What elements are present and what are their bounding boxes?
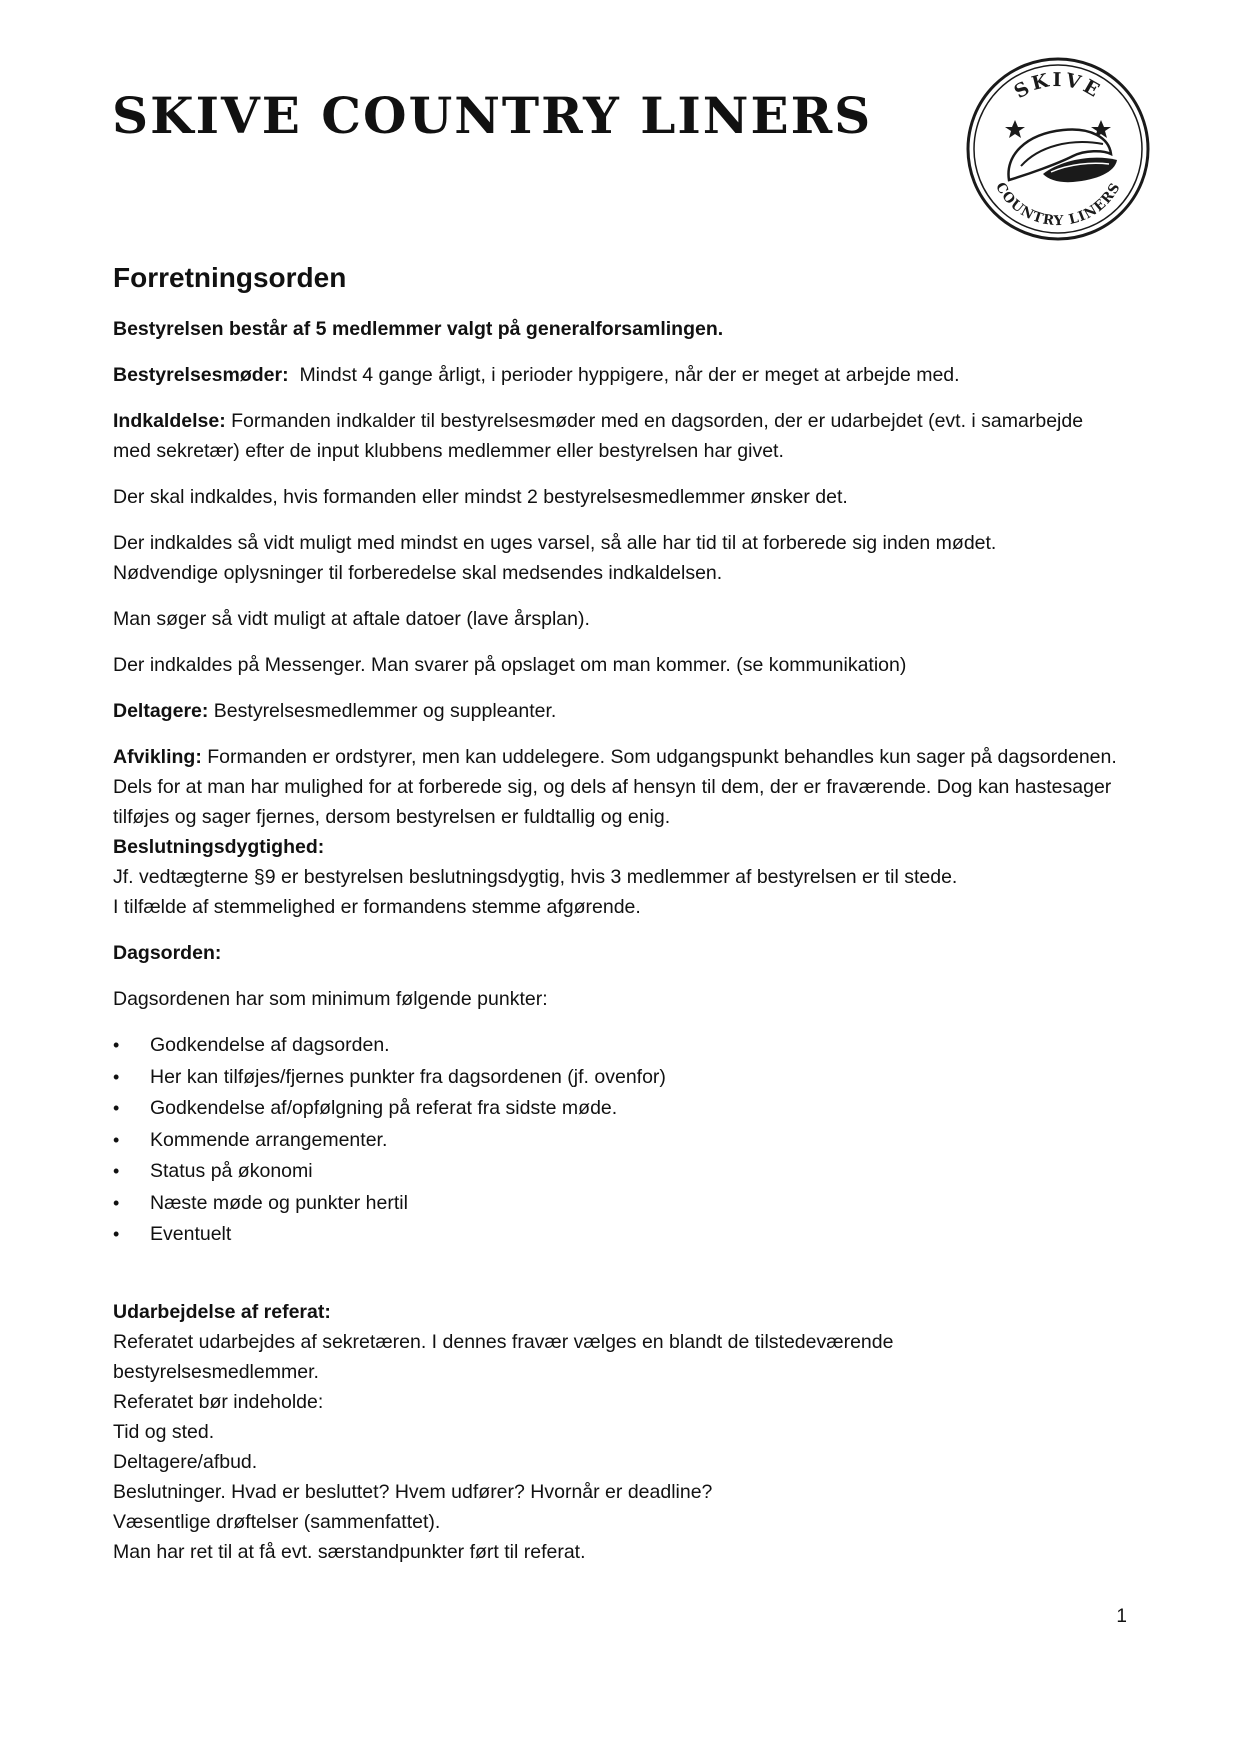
minutes-line: Beslutninger. Hvad er besluttet? Hvem udfører? Hvornår er deadline? <box>113 1480 713 1503</box>
bullet-icon: • <box>113 1098 120 1118</box>
logo-bottom-text: COUNTRY LINERS <box>991 179 1124 230</box>
agenda-label: Dagsorden: <box>113 942 222 964</box>
bullet-icon: • <box>113 1224 120 1244</box>
participants-label: Deltagere: <box>113 700 209 722</box>
notice-line: Der indkaldes så vidt muligt med mindst en uges varsel, så alle har tid til at forberede sig inden mødet. <box>113 532 997 554</box>
conduct-paragraph <box>113 742 1123 832</box>
quorum-line: I tilfælde af stemmelighed er formandens stemme afgørende. <box>113 896 641 918</box>
list-item <box>113 1062 1123 1094</box>
quorum-paragraph <box>113 832 1123 922</box>
agenda-list <box>113 1030 1123 1251</box>
notice-paragraph <box>113 528 1123 588</box>
agenda-item-text: Godkendelse af dagsorden. <box>150 1034 390 1056</box>
intro-paragraph: Bestyrelsen består af 5 medlemmer valgt på generalforsamlingen. <box>113 318 724 340</box>
bullet-icon: • <box>113 1035 120 1055</box>
notice-line: Nødvendige oplysninger til forberedelse skal medsendes indkaldelsen. <box>113 562 723 584</box>
bullet-icon: • <box>113 1161 120 1181</box>
conduct-text: Formanden er ordstyrer, men kan uddelegere. Som udgangspunkt behandles kun sager på dagsordenen. Dels for at man har mulighed for at forberede sig, og dels af hensyn til dem, der er fraværende. Dog kan hastesager tilføjes og sager fjernes, dersom bestyrelsen er fuldtallig og enig. <box>113 746 1117 828</box>
club-name-heading: SKIVE COUNTRY LINERS <box>112 86 873 145</box>
conduct-label: Afvikling: <box>113 746 202 768</box>
bullet-icon: • <box>113 1066 120 1087</box>
agenda-item-text: Eventuelt <box>150 1223 232 1245</box>
quorum-line: Jf. vedtægterne §9 er bestyrelsen beslutningsdygtig, hvis 3 medlemmer af bestyrelsen er til stede. <box>113 866 958 888</box>
list-item <box>113 1030 1123 1062</box>
minutes-line: Referatet bør indeholde: <box>113 1390 324 1413</box>
agenda-item-text: Her kan tilføjes/fjernes punkter fra dagsordenen (jf. ovenfor) <box>150 1065 666 1088</box>
document-title: Forretningsorden <box>113 262 347 293</box>
club-logo <box>965 56 1151 242</box>
minutes-line: bestyrelsesmedlemmer. <box>113 1360 319 1383</box>
list-item <box>113 1219 1123 1251</box>
agenda-item-text: Kommende arrangementer. <box>150 1128 388 1151</box>
summons-label: Indkaldelse: <box>113 410 226 432</box>
bullet-icon: • <box>113 1129 120 1150</box>
minutes-line: Tid og sted. <box>113 1420 215 1443</box>
list-item <box>113 1093 1123 1125</box>
list-item <box>113 1125 1123 1157</box>
participants-text: Bestyrelsesmedlemmer og suppleanter. <box>213 700 557 722</box>
summons-when-paragraph: Der skal indkaldes, hvis formanden eller mindst 2 bestyrelsesmedlemmer ønsker det. <box>113 486 848 508</box>
dates-paragraph: Man søger så vidt muligt at aftale datoer (lave årsplan). <box>113 608 590 630</box>
list-item <box>113 1188 1123 1220</box>
bullet-icon: • <box>113 1192 120 1213</box>
agenda-item-text: Godkendelse af/opfølgning på referat fra sidste møde. <box>150 1097 618 1119</box>
agenda-intro: Dagsordenen har som minimum følgende punkter: <box>113 988 548 1010</box>
quorum-label: Beslutningsdygtighed: <box>113 836 325 858</box>
agenda-item-text: Status på økonomi <box>150 1160 313 1182</box>
page-number: 1 <box>1116 1606 1127 1627</box>
meetings-paragraph <box>113 360 1123 390</box>
meetings-text: Mindst 4 gange årligt, i perioder hyppigere, når der er meget at arbejde med. <box>299 364 960 386</box>
minutes-line: Referatet udarbejdes af sekretæren. I dennes fravær vælges en blandt de tilstedeværende <box>113 1330 894 1353</box>
minutes-line: Væsentlige drøftelser (sammenfattet). <box>113 1510 441 1533</box>
summons-paragraph <box>113 406 1123 466</box>
participants-paragraph <box>113 696 1123 726</box>
meetings-label: Bestyrelsesmøder: <box>113 364 289 386</box>
logo-top-text: SKIVE <box>1010 68 1106 104</box>
minutes-label: Udarbejdelse af referat: <box>113 1300 331 1323</box>
document-body <box>113 258 1123 1567</box>
minutes-line: Deltagere/afbud. <box>113 1450 258 1473</box>
minutes-section <box>113 1297 1123 1567</box>
messenger-paragraph: Der indkaldes på Messenger. Man svarer på opslaget om man kommer. (se kommunikation) <box>113 654 907 676</box>
list-item <box>113 1156 1123 1188</box>
summons-text: Formanden indkalder til bestyrelsesmøder med en dagsorden, der er udarbejdet (evt. i samarbejde med sekretær) efter de input klubbens medlemmer eller bestyrelsen har givet. <box>113 410 1084 462</box>
minutes-line: Man har ret til at få evt. særstandpunkter ført til referat. <box>113 1540 586 1563</box>
agenda-item-text: Næste møde og punkter hertil <box>150 1191 408 1214</box>
